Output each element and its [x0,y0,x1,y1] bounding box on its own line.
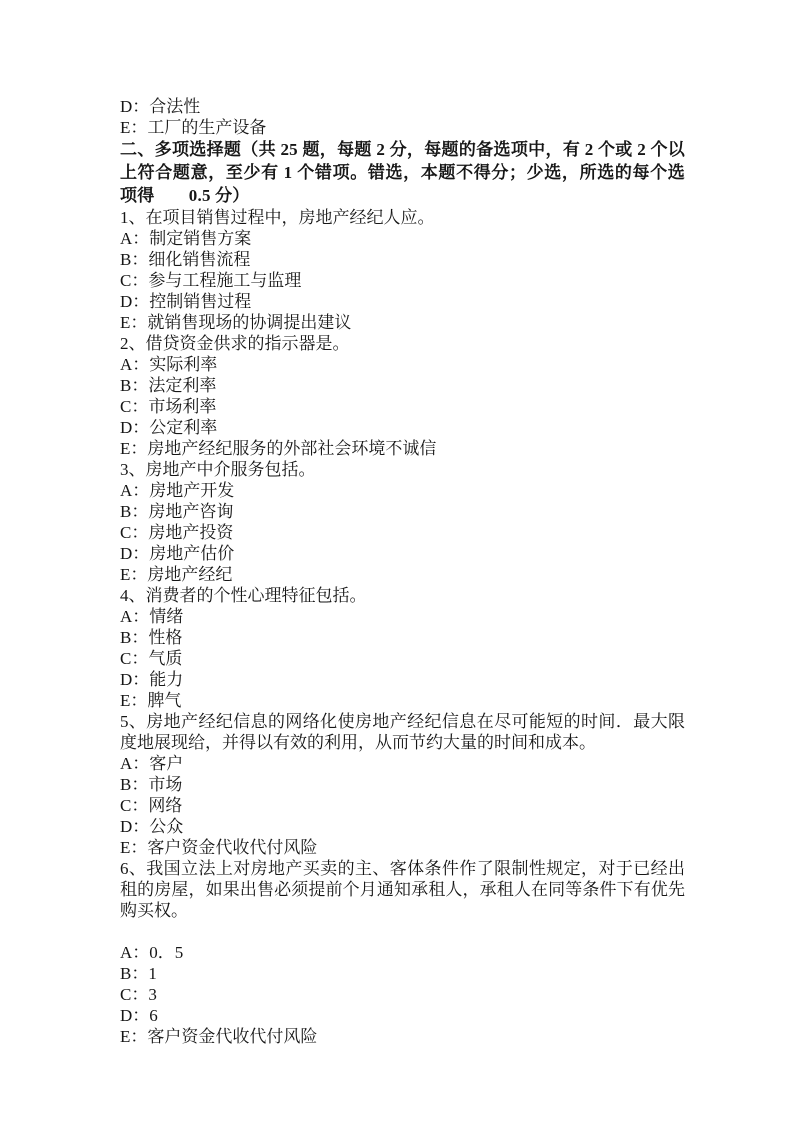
option-item: B：房地产咨询 [120,502,234,521]
question-text: 2、借贷资金供求的指示器是。 [120,334,350,353]
option-item: E：客户资金代收代付风险 [120,838,318,857]
question-text: 4、消费者的个性心理特征包括。 [120,586,367,605]
option-item: C：参与工程施工与监理 [120,271,302,290]
option-item: C：气质 [120,649,183,668]
option-item: D：公众 [120,817,184,836]
option-item: D：合法性 [120,97,201,116]
option-item: E：客户资金代收代付风险 [120,1027,318,1046]
option-item: D：公定利率 [120,418,218,437]
question-text: 3、房地产中介服务包括。 [120,460,316,479]
option-item: C：房地产投资 [120,523,234,542]
option-item: A：实际利率 [120,355,218,374]
option-item: D：能力 [120,670,184,689]
option-item: C：市场利率 [120,397,217,416]
option-item: C：3 [120,985,157,1004]
exam-document-page [120,96,685,1047]
option-item: E：就销售现场的协调提出建议 [120,313,352,332]
option-item: B：1 [120,964,157,983]
option-item: A：制定销售方案 [120,229,252,248]
section-header: 二、多项选择题（共 25 题，每题 2 分，每题的备选项中，有 2 个或 2 个以上符合题意，至少有 1 个错项。错选，本题不得分；少选，所选的每个选项得 0.5 分） [120,140,685,205]
option-item: B：细化销售流程 [120,250,251,269]
option-item: E：工厂的生产设备 [120,118,267,137]
option-item: B：市场 [120,775,183,794]
question-text: 5、房地产经纪信息的网络化使房地产经纪信息在尽可能短的时间．最大限度地展现给，并得以有效的利用，从而节约大量的时间和成本。 [120,712,685,752]
option-item: E：房地产经纪 [120,565,233,584]
option-item: C：网络 [120,796,183,815]
option-item: A：房地产开发 [120,481,235,500]
option-item: B：法定利率 [120,376,217,395]
option-item: B：性格 [120,628,183,647]
option-item: D：控制销售过程 [120,292,252,311]
option-item: E：脾气 [120,691,182,710]
option-item: D：房地产估价 [120,544,235,563]
option-item: D：6 [120,1006,158,1025]
option-item: E：房地产经纪服务的外部社会环境不诚信 [120,439,437,458]
option-item: A：客户 [120,754,184,773]
option-item: A：0．5 [120,943,184,962]
question-text: 1、在项目销售过程中，房地产经纪人应。 [120,208,435,227]
question-text: 6、我国立法上对房地产买卖的主、客体条件作了限制性规定，对于已经出租的房屋，如果出售必须提前个月通知承租人，承租人在同等条件下有优先购买权。 [120,859,685,920]
option-item: A：情绪 [120,607,184,626]
